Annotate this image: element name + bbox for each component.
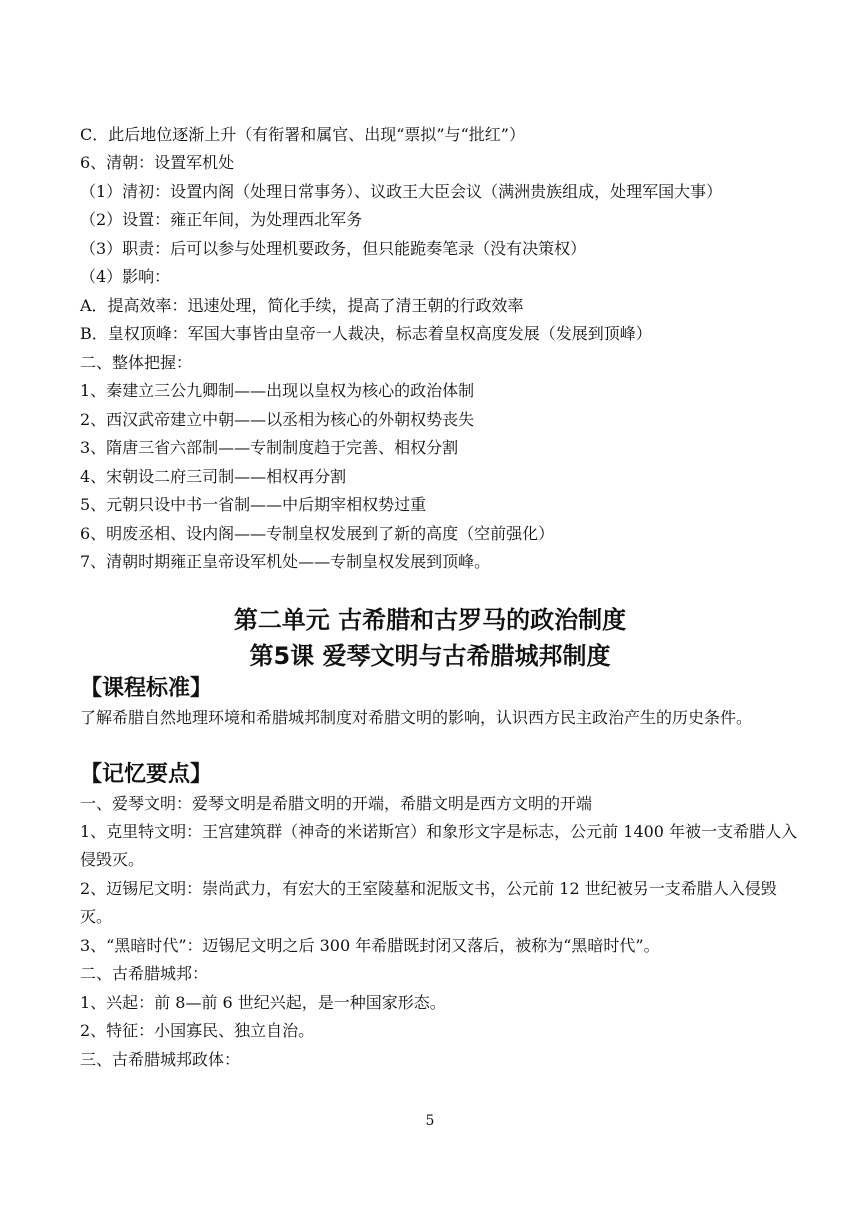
text-line: 6、清朝：设置军机处 bbox=[80, 153, 235, 172]
text-line: 4、宋朝设二府三司制——相权再分割 bbox=[80, 467, 347, 486]
memory-heading: 【记忆要点】 bbox=[80, 762, 213, 787]
text-line: 3、隋唐三省六部制——专制制度趋于完善、相权分割 bbox=[80, 438, 459, 457]
curriculum-text: 了解希腊自然地理环境和希腊城邦制度对希腊文明的影响，认识西方民主政治产生的历史条件。 bbox=[80, 708, 753, 727]
text-line: 1、秦建立三公九卿制——出现以皇权为核心的政治体制 bbox=[80, 381, 475, 400]
text-line: 2、特征：小国寡民、独立自治。 bbox=[80, 1021, 315, 1040]
curriculum-heading: 【课程标准】 bbox=[80, 676, 213, 701]
text-line: （2）设置：雍正年间，为处理西北军务 bbox=[80, 210, 363, 229]
text-line: 6、明废丞相、设内阁——专制皇权发展到了新的高度（空前强化） bbox=[80, 524, 555, 543]
text-line: C．此后地位逐渐上升（有衔署和属官、出现“票拟”与“批红”） bbox=[80, 125, 525, 144]
text-line: B．皇权顶峰：军国大事皆由皇帝一人裁决，标志着皇权高度发展（发展到顶峰） bbox=[80, 324, 652, 343]
text-line: 7、清朝时期雍正皇帝设军机处——专制皇权发展到顶峰。 bbox=[80, 552, 491, 571]
text-line: 三、古希腊城邦政体： bbox=[80, 1050, 241, 1069]
text-line: 一、爱琴文明：爱琴文明是希腊文明的开端，希腊文明是西方文明的开端 bbox=[80, 794, 593, 813]
text-line: A．提高效率：迅速处理，简化手续，提高了清王朝的行政效率 bbox=[80, 296, 524, 315]
text-line: 2、迈锡尼文明：崇尚武力，有宏大的王室陵墓和泥版文书，公元前 12 世纪被另一支希腊人入侵毁灭。 bbox=[80, 879, 777, 926]
text-line: （4）影响： bbox=[80, 267, 171, 286]
text-line: 二、古希腊城邦： bbox=[80, 964, 209, 983]
unit-title: 第二单元 古希腊和古罗马的政治制度 bbox=[233, 606, 627, 634]
text-line: 1、克里特文明：王宫建筑群（神奇的米诺斯宫）和象形文字是标志，公元前 1400 年被一支希腊人入侵毁灭。 bbox=[80, 822, 798, 869]
lesson-title: 第5课 爱琴文明与古希腊城邦制度 bbox=[249, 642, 611, 670]
text-line: 1、兴起：前 8—前 6 世纪兴起，是一种国家形态。 bbox=[80, 993, 446, 1012]
text-line: 2、西汉武帝建立中朝——以丞相为核心的外朝权势丧失 bbox=[80, 410, 475, 429]
text-line: 二、整体把握： bbox=[80, 353, 193, 372]
text-line: （1）清初：设置内阁（处理日常事务）、议政王大臣会议（满洲贵族组成，处理军国大事） bbox=[80, 182, 723, 201]
text-line: 5、元朝只设中书一省制——中后期宰相权势过重 bbox=[80, 495, 427, 514]
text-line: （3）职责：后可以参与处理机要政务，但只能跪奏笔录（没有决策权） bbox=[80, 239, 587, 258]
text-line: 3、“黑暗时代”：迈锡尼文明之后 300 年希腊既封闭又落后，被称为“黑暗时代”。 bbox=[80, 936, 660, 955]
page-number: 5 bbox=[425, 1113, 435, 1129]
